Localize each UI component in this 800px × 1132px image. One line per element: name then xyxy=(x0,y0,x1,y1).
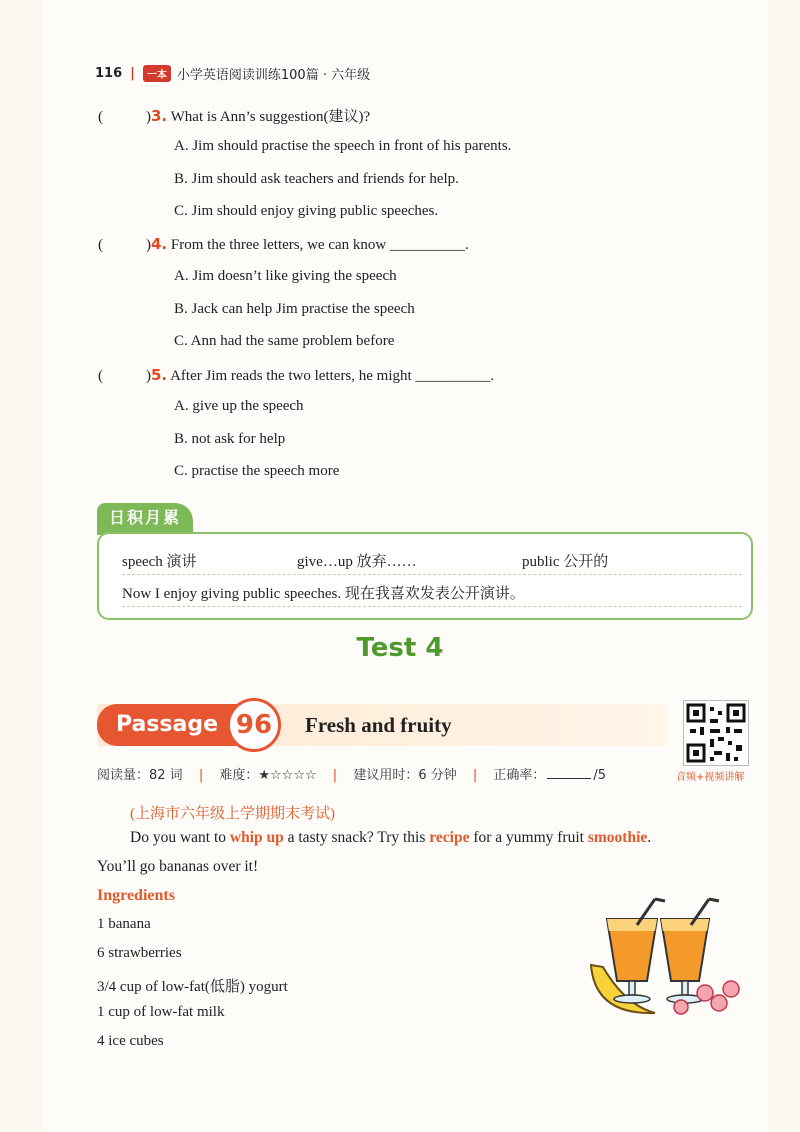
passage-banner xyxy=(97,704,667,746)
ingredient-item: 4 ice cubes xyxy=(97,1033,164,1049)
answer-paren-close: ) xyxy=(146,368,151,384)
question-number: 5. xyxy=(151,366,168,384)
question-text: After Jim reads the two letters, he might __________. xyxy=(170,368,495,384)
option: C. practise the speech more xyxy=(174,463,340,479)
question-text: From the three letters, we can know __________. xyxy=(170,237,469,253)
keyword: whip up xyxy=(229,829,284,846)
passage-meta: 阅读量：82 词 | 难度：★☆☆☆☆ | 建议用时：6 分钟 | 正确率： /5 xyxy=(97,768,607,783)
qr-code-icon[interactable] xyxy=(683,700,749,766)
option: A. Jim doesn’t like giving the speech xyxy=(174,268,397,284)
suggested-time: 建议用时：6 分钟 xyxy=(353,768,457,783)
qr-label: 音频+视频讲解 xyxy=(676,772,745,783)
option: C. Jim should enjoy giving public speeches. xyxy=(174,203,439,219)
question-5 xyxy=(98,366,494,385)
book-logo: 一本 xyxy=(143,65,171,82)
header-separator: | xyxy=(130,66,135,81)
accuracy-blank[interactable] xyxy=(547,778,591,779)
word-count: 阅读量：82 词 xyxy=(97,768,183,783)
option: A. give up the speech xyxy=(174,398,304,414)
keyword: smoothie xyxy=(587,829,648,846)
accuracy-label: 正确率： xyxy=(493,768,546,783)
answer-paren-close: ) xyxy=(146,237,151,253)
question-number: 3. xyxy=(151,107,168,125)
intro-text: a tasty snack? Try this xyxy=(283,829,430,846)
option: B. not ask for help xyxy=(174,431,286,447)
vocab-item: give…up 放弃…… xyxy=(297,554,417,570)
intro-text: . xyxy=(647,829,652,846)
book-title: 小学英语阅读训练100篇 · 六年级 xyxy=(176,68,371,83)
keyword: recipe xyxy=(429,829,470,846)
intro-text: Do you want to xyxy=(130,829,230,846)
passage-label: Passage xyxy=(97,704,237,746)
question-number: 4. xyxy=(151,235,168,253)
accuracy-total: /5 xyxy=(593,768,607,783)
test-title: Test 4 xyxy=(356,633,444,663)
option: C. Ann had the same problem before xyxy=(174,333,395,349)
option: B. Jack can help Jim practise the speech xyxy=(174,301,415,317)
ingredients-title: Ingredients xyxy=(97,887,175,904)
passage-title: Fresh and fruity xyxy=(305,713,452,737)
smoothie-illustration-icon xyxy=(585,895,745,1025)
accumulation-title: 日积月累 xyxy=(97,503,193,535)
difficulty: 难度：★☆☆☆☆ xyxy=(219,768,317,783)
intro-line-2: You’ll go bananas over it! xyxy=(97,858,259,875)
example-sentence: Now I enjoy giving public speeches. 现在我喜欢发表公开演讲。 xyxy=(122,586,525,602)
option: A. Jim should practise the speech in front of his parents. xyxy=(174,138,512,154)
option: B. Jim should ask teachers and friends for help. xyxy=(174,171,459,187)
vocab-row xyxy=(122,546,742,575)
intro-text: for a yummy fruit xyxy=(469,829,588,846)
answer-paren-open[interactable]: ( xyxy=(98,237,103,253)
question-4 xyxy=(98,235,469,254)
intro-line-1 xyxy=(130,829,651,847)
question-text: What is Ann’s suggestion(建议)? xyxy=(170,109,371,125)
passage-source: (上海市六年级上学期期末考试) xyxy=(130,806,335,822)
answer-paren-open[interactable]: ( xyxy=(98,368,103,384)
question-3 xyxy=(98,105,370,126)
page-header xyxy=(95,64,370,83)
vocab-item: public 公开的 xyxy=(522,554,609,570)
ingredient-item: 1 cup of low-fat milk xyxy=(97,1004,225,1020)
answer-paren-close: ) xyxy=(146,109,151,125)
sentence-row xyxy=(122,578,742,607)
ingredient-item: 6 strawberries xyxy=(97,945,182,961)
ingredient-item: 3/4 cup of low-fat(低脂) yogurt xyxy=(97,979,288,995)
page-number: 116 xyxy=(95,66,123,81)
passage-number: 96 xyxy=(227,698,281,752)
ingredient-item: 1 banana xyxy=(97,916,151,932)
answer-paren-open[interactable]: ( xyxy=(98,109,103,125)
vocab-item: speech 演讲 xyxy=(122,554,197,570)
